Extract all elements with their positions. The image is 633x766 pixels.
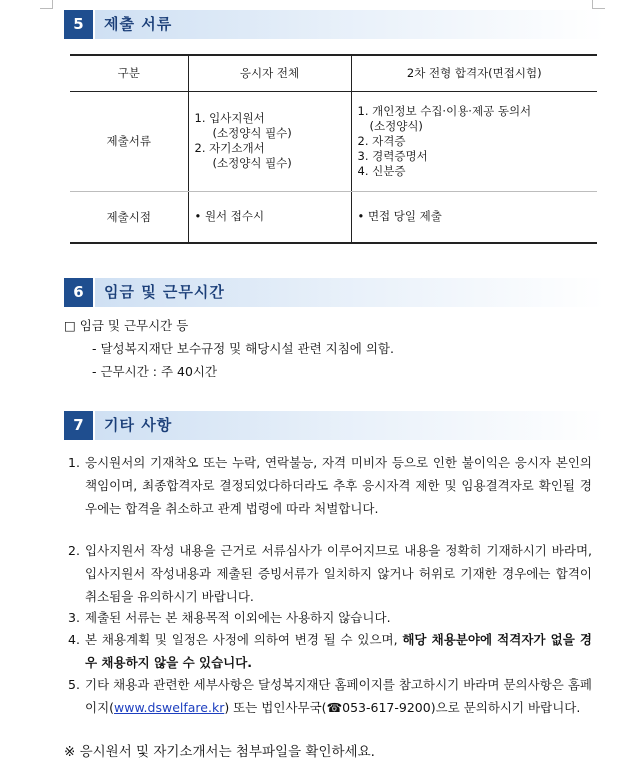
pass-docs-cell [351, 91, 597, 191]
documents-table [70, 54, 597, 244]
phone-icon: ☎ [326, 700, 343, 715]
item-text-part: ) 또는 법인사무국( [224, 700, 327, 715]
header-cell: 응시자 전체 [188, 55, 351, 91]
doc-note: (소정양식 필수) [212, 156, 292, 170]
list-item [68, 451, 592, 520]
section-number: 7 [64, 411, 93, 440]
item-number: 1. [68, 455, 80, 470]
doc-item: 2. 자기소개서 [194, 141, 265, 155]
doc-item: 3. 경력증명서 [357, 148, 428, 163]
section-title: 임금 및 근무시간 [104, 283, 225, 301]
attachment-note: ※ 응시원서 및 자기소개서는 첨부파일을 확인하세요. [64, 744, 375, 760]
item-number: 2. [68, 543, 80, 558]
page-corner-mark-left [40, 0, 53, 9]
item-text-part: 기타 채용과 관련한 세부사항은 달성복지재단 홈페이지를 참고하시기 바라며 문의사항은 홈페이지( [85, 677, 592, 715]
table-row [70, 91, 597, 191]
doc-item: 4. 신분증 [357, 163, 406, 178]
row-label: 제출서류 [70, 91, 188, 191]
item-text-part: )으로 문의하시기 바랍니다. [430, 700, 581, 715]
all-docs-cell [188, 91, 351, 191]
list-item [68, 606, 592, 629]
doc-item: 1. 입사지원서 [194, 111, 265, 125]
item-number: 3. [68, 610, 80, 625]
doc-note: (소정양식 필수) [212, 126, 292, 140]
item-text: 제출된 서류는 본 채용목적 이외에는 사용하지 않습니다. [85, 610, 391, 625]
doc-item: 1. 개인정보 수집·이용·제공 동의서 [357, 103, 532, 118]
section-7-header [64, 411, 604, 440]
section-6-header [64, 278, 604, 307]
phone-number: 053-617-9200 [342, 700, 431, 715]
doc-note: (소정양식) [369, 118, 423, 133]
page-corner-mark-right [592, 0, 605, 9]
pass-timing-cell: • 면접 당일 제출 [351, 191, 597, 243]
table-row [70, 191, 597, 243]
all-timing-cell: • 원서 접수시 [188, 191, 351, 243]
section-5-header [64, 10, 604, 39]
row-label: 제출시점 [70, 191, 188, 243]
header-cell: 구분 [70, 55, 188, 91]
item-number: 4. [68, 632, 80, 647]
item-text [85, 628, 592, 674]
list-item [68, 628, 592, 674]
item-text: 입사지원서 작성 내용을 근거로 서류심사가 이루어지므로 내용을 정확히 기재하시기 바라며, 입사지원서 작성내용과 제출된 증빙서류가 일치하지 않거나 허위로 기재한 경우에는 합격이 취소됨을 유의하시기 바랍니다. [85, 543, 592, 604]
section-number: 5 [64, 10, 93, 39]
list-item [68, 539, 592, 608]
item-text: 응시원서의 기재착오 또는 누락, 연락불능, 자격 미비자 등으로 인한 불이익은 응시자 본인의 책임이며, 최종합격자로 결정되었다하더라도 추후 응시자격 제한 및 임용결격자로 확인될 경우에는 합격을 취소하고 관계 법령에 따라 처벌합니다. [85, 455, 592, 516]
section-title: 기타 사항 [104, 416, 173, 434]
header-cell: 2차 전형 합격자(면접시험) [351, 55, 597, 91]
table-header-row [70, 55, 597, 91]
section-title: 제출 서류 [104, 15, 173, 33]
section-number: 6 [64, 278, 93, 307]
homepage-link[interactable]: www.dswelfare.kr [114, 700, 225, 715]
item-number: 5. [68, 677, 80, 692]
wage-line: - 근무시간 : 주 40시간 [92, 364, 218, 379]
item-text [85, 673, 592, 719]
doc-item: 2. 자격증 [357, 133, 406, 148]
wage-line: - 달성복지재단 보수규정 및 해당시설 관련 지침에 의함. [92, 341, 394, 356]
list-item [68, 673, 592, 719]
wage-bullet: □ 임금 및 근무시간 등 [64, 318, 189, 333]
item-text-normal: 본 채용계획 및 일정은 사정에 의하여 변경 될 수 있으며, [85, 632, 403, 647]
item-text-bold: 해당 채용분야에 적격자가 없을 경우 채용하지 않을 수 있습니다. [85, 632, 592, 670]
